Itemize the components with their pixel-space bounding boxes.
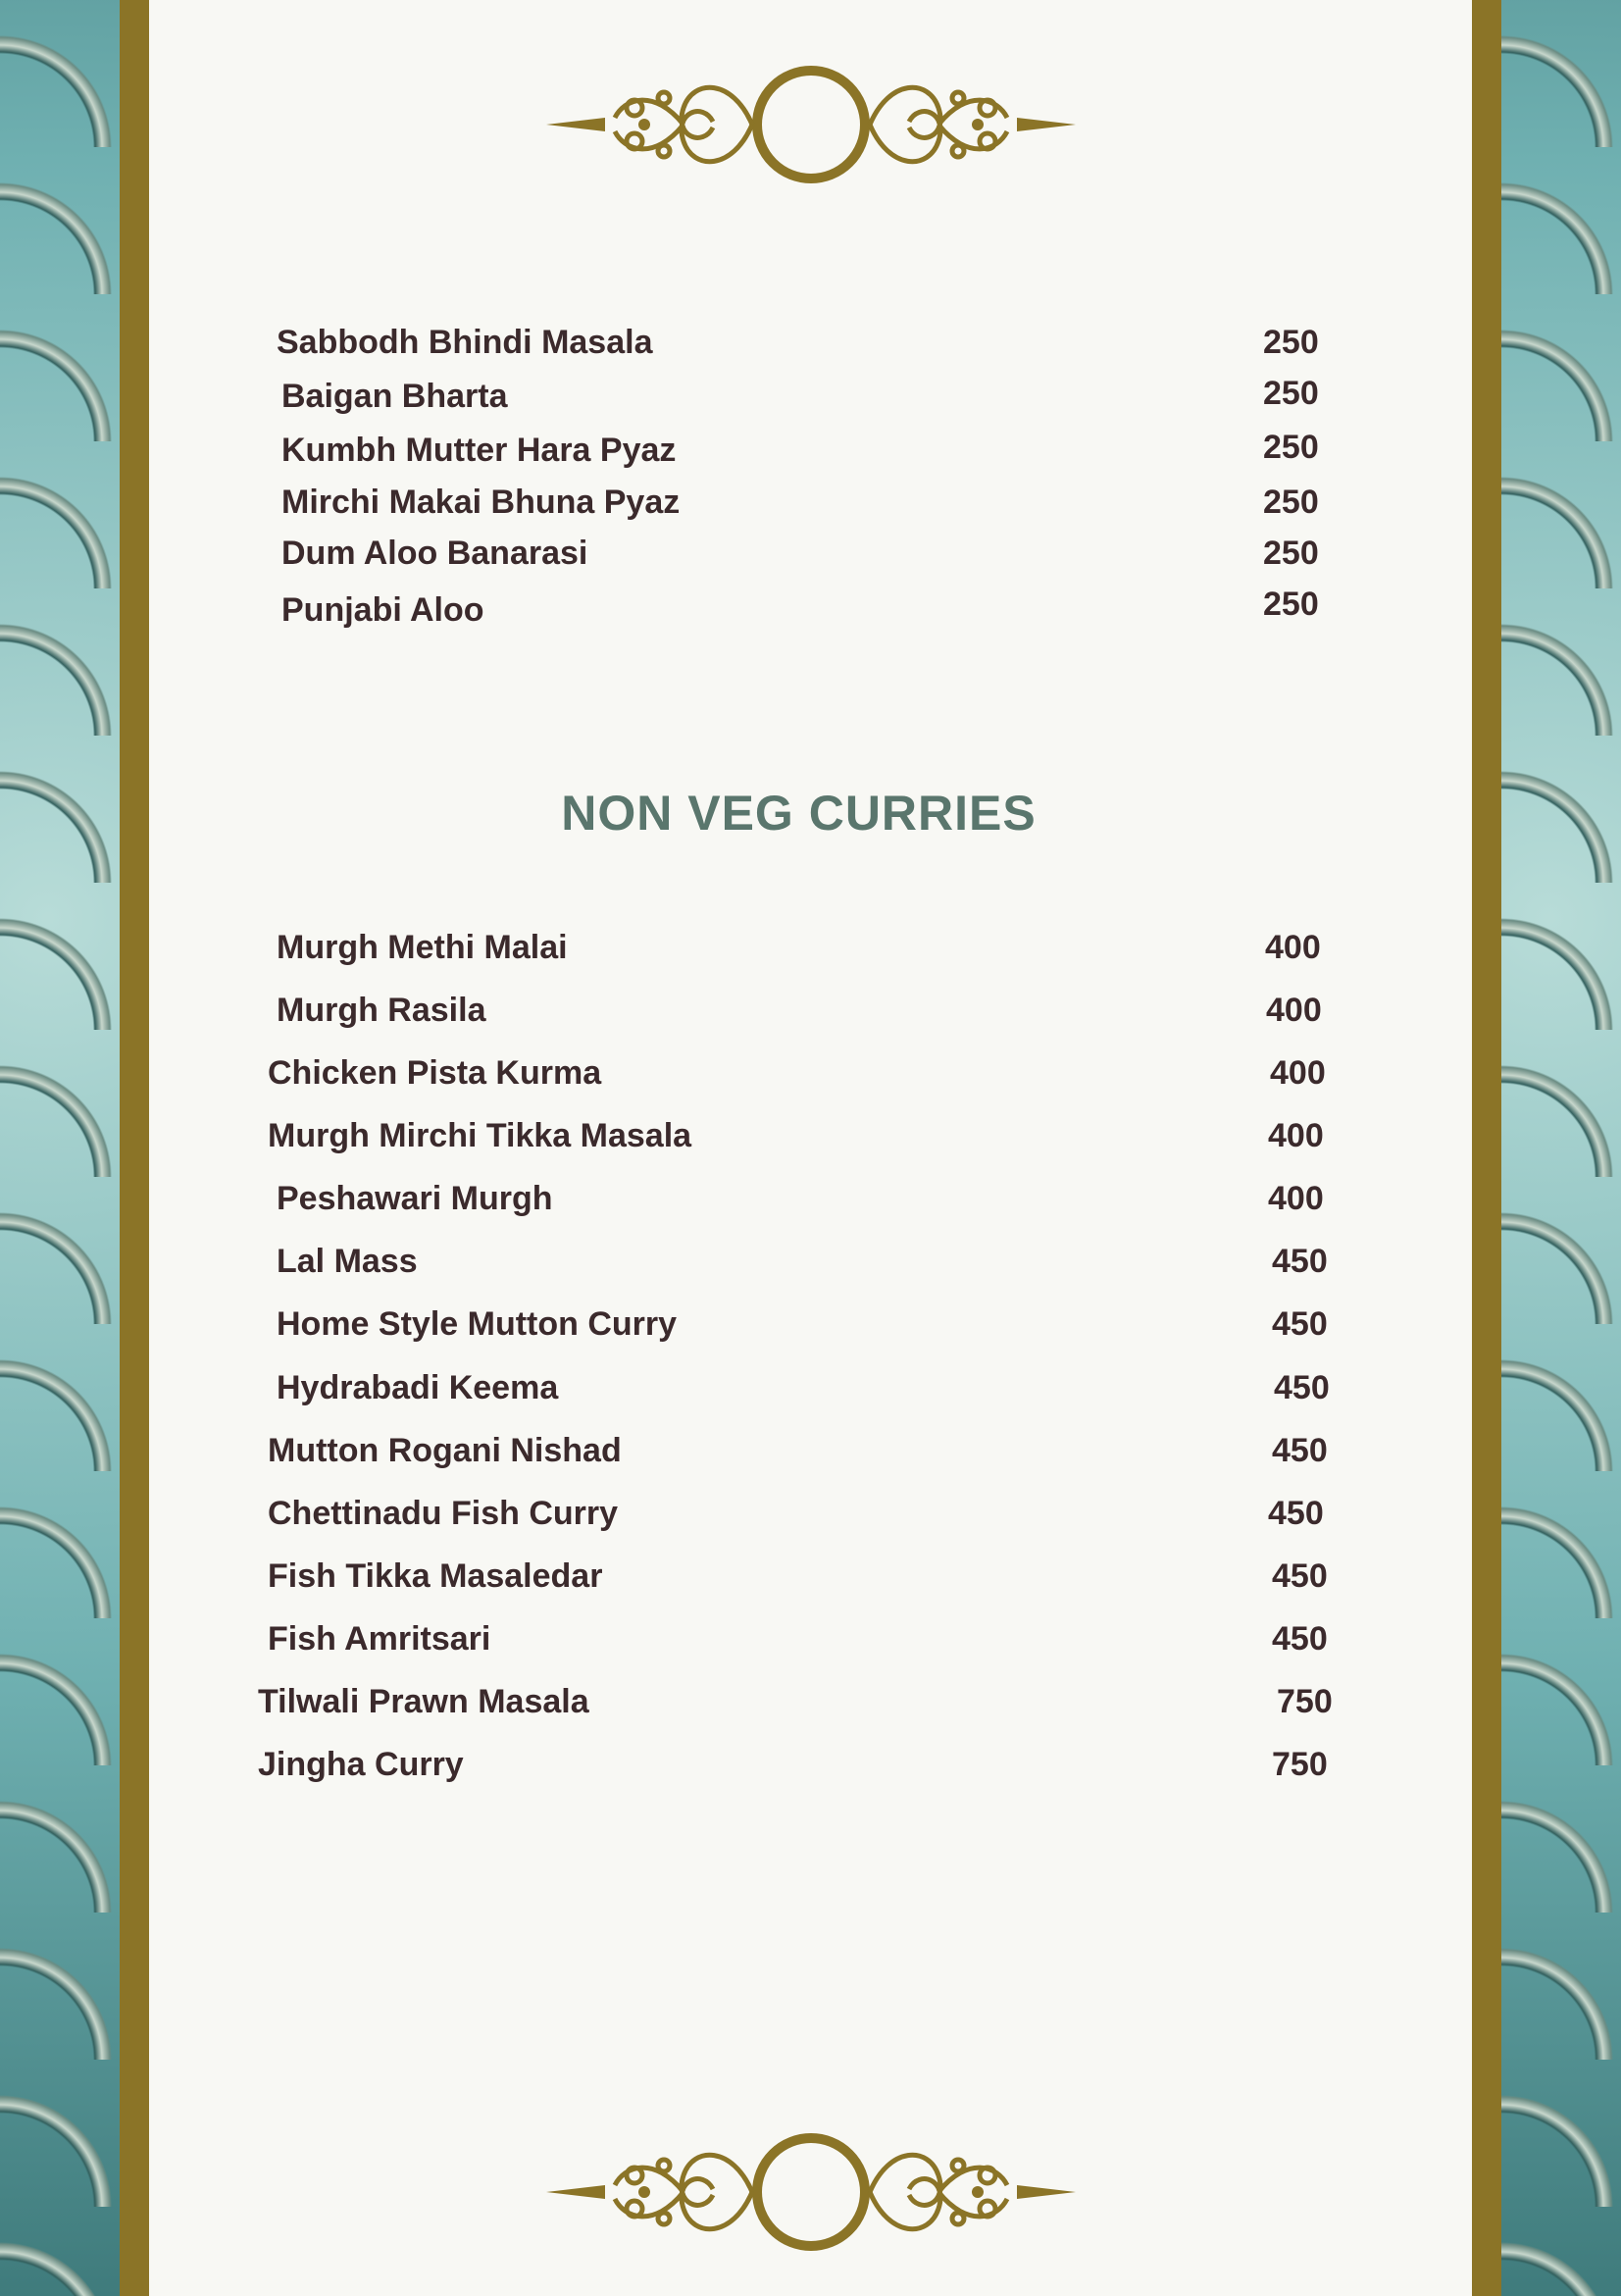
left-gold-stripe bbox=[120, 0, 149, 2296]
nonveg-item-name: Fish Tikka Masaledar bbox=[268, 1557, 603, 1595]
nonveg-item-name: Home Style Mutton Curry bbox=[277, 1305, 678, 1343]
left-decorative-border bbox=[0, 0, 120, 2296]
nonveg-item-name: Hydrabadi Keema bbox=[277, 1369, 559, 1406]
nonveg-item-price: 400 bbox=[1268, 1117, 1324, 1154]
nonveg-item-price: 400 bbox=[1266, 992, 1322, 1029]
veg-item-name: Baigan Bharta bbox=[281, 378, 508, 415]
nonveg-item-name: Murgh Methi Malai bbox=[277, 929, 568, 966]
nonveg-item-name: Mutton Rogani Nishad bbox=[268, 1432, 622, 1469]
top-ornament-icon bbox=[546, 59, 1076, 191]
nonveg-item-name: Lal Mass bbox=[277, 1243, 418, 1280]
right-gold-stripe bbox=[1472, 0, 1501, 2296]
nonveg-item-name: Tilwali Prawn Masala bbox=[258, 1683, 589, 1720]
nonveg-item-name: Chicken Pista Kurma bbox=[268, 1054, 602, 1092]
nonveg-item-name: Peshawari Murgh bbox=[277, 1180, 553, 1217]
nonveg-item-price: 450 bbox=[1272, 1557, 1328, 1595]
section-heading: NON VEG CURRIES bbox=[561, 786, 1037, 841]
nonveg-item-name: Murgh Mirchi Tikka Masala bbox=[268, 1117, 692, 1154]
nonveg-item-price: 450 bbox=[1272, 1620, 1328, 1658]
nonveg-item-price: 400 bbox=[1268, 1180, 1324, 1217]
nonveg-item-price: 400 bbox=[1270, 1054, 1326, 1092]
nonveg-item-price: 450 bbox=[1272, 1305, 1328, 1343]
nonveg-item-price: 750 bbox=[1277, 1683, 1333, 1720]
veg-item-price: 250 bbox=[1263, 484, 1319, 521]
nonveg-item-name: Jingha Curry bbox=[258, 1746, 464, 1783]
nonveg-item-name: Fish Amritsari bbox=[268, 1620, 491, 1658]
nonveg-item-price: 450 bbox=[1268, 1495, 1324, 1532]
veg-item-name: Mirchi Makai Bhuna Pyaz bbox=[281, 484, 681, 521]
veg-item-name: Sabbodh Bhindi Masala bbox=[277, 324, 653, 361]
nonveg-item-price: 400 bbox=[1265, 929, 1321, 966]
nonveg-item-name: Chettinadu Fish Curry bbox=[268, 1495, 619, 1532]
nonveg-item-price: 750 bbox=[1272, 1746, 1328, 1783]
veg-item-name: Punjabi Aloo bbox=[281, 591, 484, 629]
nonveg-item-price: 450 bbox=[1272, 1432, 1328, 1469]
veg-item-price: 250 bbox=[1263, 324, 1319, 361]
bottom-ornament-icon bbox=[546, 2126, 1076, 2259]
veg-item-price: 250 bbox=[1263, 429, 1319, 466]
nonveg-item-price: 450 bbox=[1274, 1369, 1330, 1406]
veg-item-name: Kumbh Mutter Hara Pyaz bbox=[281, 432, 677, 469]
nonveg-item-name: Murgh Rasila bbox=[277, 992, 486, 1029]
veg-item-price: 250 bbox=[1263, 375, 1319, 412]
right-decorative-border bbox=[1501, 0, 1621, 2296]
veg-item-name: Dum Aloo Banarasi bbox=[281, 535, 588, 572]
nonveg-item-price: 450 bbox=[1272, 1243, 1328, 1280]
veg-item-price: 250 bbox=[1263, 535, 1319, 572]
veg-item-price: 250 bbox=[1263, 586, 1319, 623]
menu-page bbox=[149, 0, 1472, 2296]
